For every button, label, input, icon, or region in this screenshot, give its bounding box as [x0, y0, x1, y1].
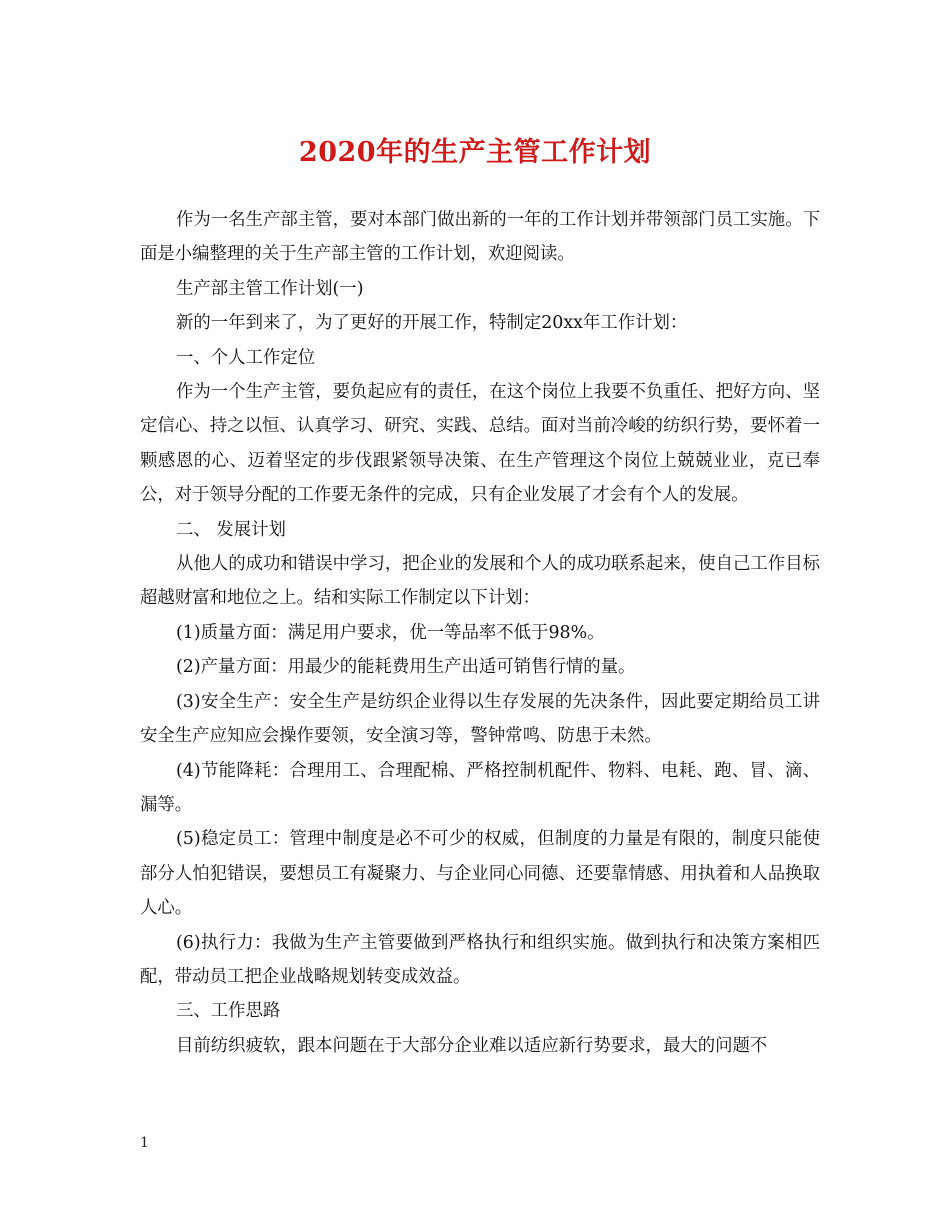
page-number: 1 [140, 1135, 149, 1151]
section-heading-positioning: 一、个人工作定位 [176, 347, 316, 368]
document-title: 2020年的生产主管工作计划 [298, 137, 652, 168]
paragraph-positioning: 作为一个生产主管，要负起应有的责任，在这个岗位上我要不负重任、把好方向、坚定信心、持之以恒、认真学习、研究、实践、总结。面对当前冷峻的纺织行势，要怀着一颗感恩的心、迈着坚定的步伐跟紧领导决策、在生产管理这个岗位上兢兢业业，克已奉公，对于领导分配的工作要无条件的完成，只有企业发展了才会有个人的发展。 [140, 382, 820, 506]
paragraph-new-year: 新的一年到来了，为了更好的开展工作，特制定20xx年工作计划： [176, 313, 688, 334]
list-item-energy-saving: (4)节能降耗：合理用工、合理配棉、严格控制机配件、物料、电耗、跑、冒、滴、漏等。 [140, 760, 820, 815]
list-item-execution: (6)执行力：我做为生产主管要做到严格执行和组织实施。做到执行和决策方案相匹配，带动员工把企业战略规划转变成效益。 [140, 932, 820, 987]
document-body [140, 203, 820, 1063]
list-item-safety: (3)安全生产：安全生产是纺织企业得以生存发展的先决条件，因此要定期给员工讲安全生产应知应会操作要领，安全演习等，警钟常鸣、防患于未然。 [140, 691, 820, 747]
section-heading-approach: 三、工作思路 [176, 1001, 281, 1022]
paragraph-development: 从他人的成功和错误中学习，把企业的发展和个人的成功联系起来，使自己工作目标超越财富和地位之上。结和实际工作制定以下计划： [140, 554, 820, 609]
paragraph-approach: 目前纺织疲软，跟本问题在于大部分企业难以适应新行势要求，最大的问题不 [176, 1035, 768, 1056]
section-heading-plan-1: 生产部主管工作计划(一) [176, 278, 364, 299]
paragraph-intro: 作为一名生产部主管，要对本部门做出新的一年的工作计划并带领部门员工实施。下面是小编整理的关于生产部主管的工作计划，欢迎阅读。 [140, 210, 820, 265]
list-item-staff-stability: (5)稳定员工：管理中制度是必不可少的权威，但制度的力量是有限的，制度只能使部分人怕犯错误，要想员工有凝聚力、与企业同心同德、还要靠情感、用执着和人品换取人心。 [140, 829, 820, 919]
section-heading-development: 二、 发展计划 [176, 519, 286, 540]
list-item-output: (2)产量方面：用最少的能耗费用生产出适可销售行情的量。 [176, 657, 636, 678]
list-item-quality: (1)质量方面：满足用户要求，优一等品率不低于98%。 [176, 622, 605, 643]
